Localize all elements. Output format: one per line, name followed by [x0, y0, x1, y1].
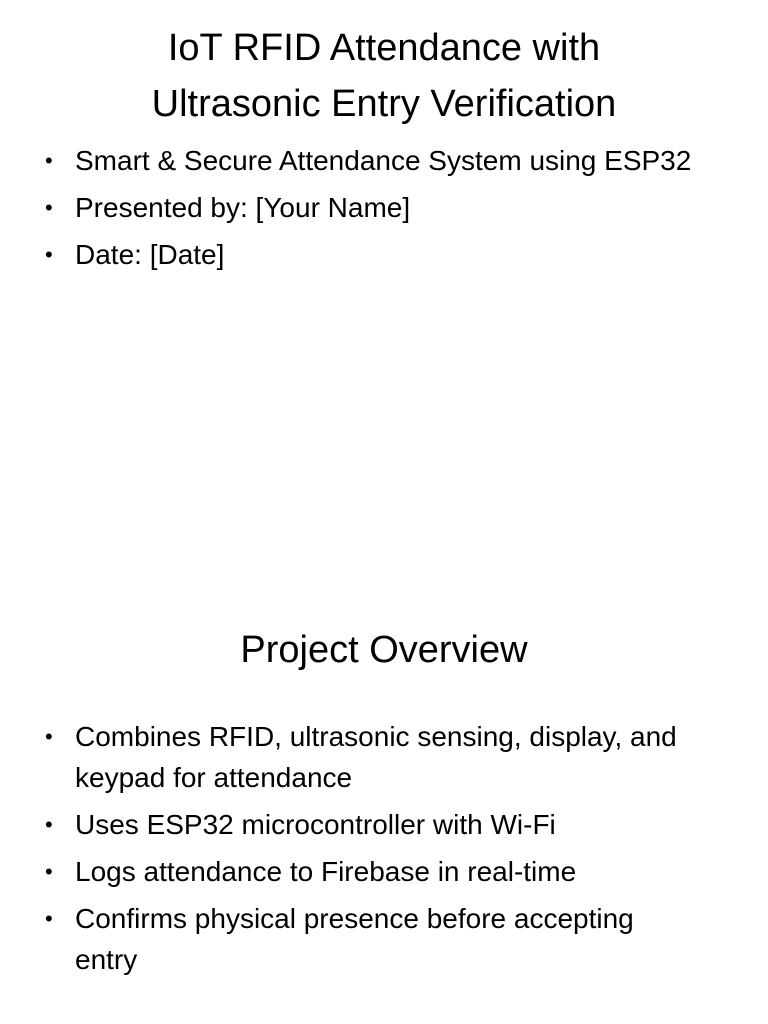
bullet-text: Smart & Secure Attendance System using ESP32 — [75, 145, 692, 176]
slide-title-heading — [40, 20, 728, 132]
bullet-icon: • — [45, 242, 53, 267]
bullet-item — [40, 234, 700, 275]
bullet-text: Logs attendance to Firebase in real-time — [75, 856, 577, 887]
bullet-text: Date: [Date] — [75, 239, 225, 270]
bullet-item — [40, 898, 700, 980]
bullet-icon: • — [45, 906, 53, 931]
bullet-text: Confirms physical presence before accepting entry — [75, 903, 634, 975]
bullet-item — [40, 716, 700, 798]
bullet-text: Combines RFID, ultrasonic sensing, display, and keypad for attendance — [75, 721, 677, 793]
bullet-list — [40, 716, 700, 986]
bullet-text: Presented by: [Your Name] — [75, 192, 411, 223]
bullet-item — [40, 187, 700, 228]
title-line: IoT RFID Attendance with — [167, 27, 601, 69]
bullet-item — [40, 804, 700, 845]
title-line: Project Overview — [240, 629, 528, 671]
bullet-item — [40, 140, 700, 181]
slide-overview — [0, 600, 768, 1024]
title-line: Ultrasonic Entry Verification — [151, 83, 617, 125]
bullet-list — [40, 140, 700, 281]
bullet-icon: • — [45, 148, 53, 173]
bullet-icon: • — [45, 812, 53, 837]
bullet-icon: • — [45, 195, 53, 220]
bullet-icon: • — [45, 859, 53, 884]
bullet-text: Uses ESP32 microcontroller with Wi-Fi — [75, 809, 556, 840]
slide-overview-heading — [40, 622, 728, 678]
bullet-icon: • — [45, 724, 53, 749]
bullet-item — [40, 851, 700, 892]
